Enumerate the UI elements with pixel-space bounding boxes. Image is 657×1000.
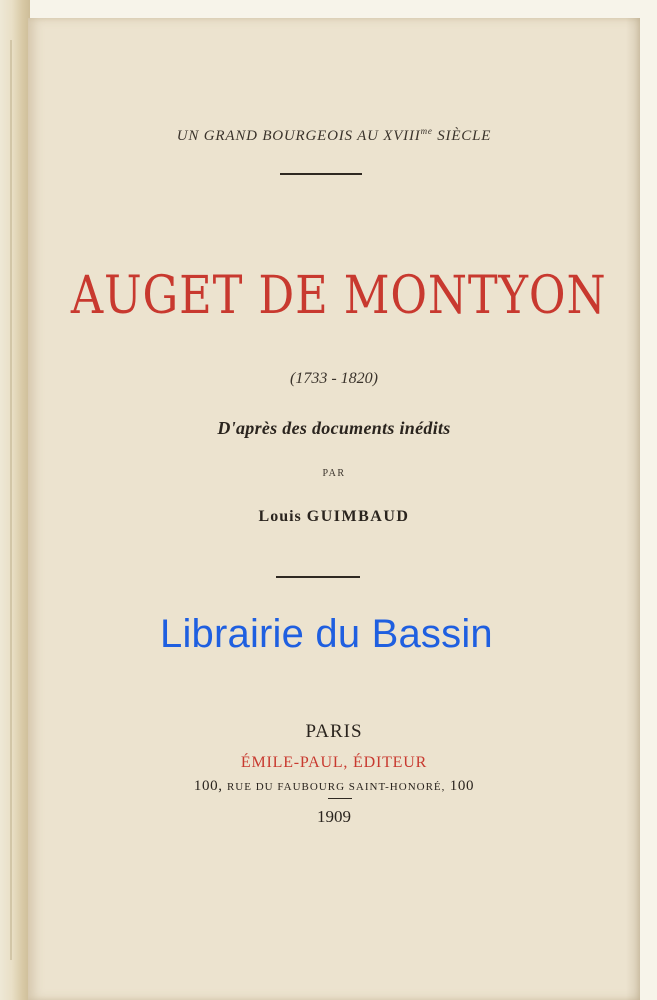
publisher-name: ÉMILE-PAUL, ÉDITEUR xyxy=(240,754,428,771)
ornamental-rule-small xyxy=(328,798,352,799)
by-label: PAR xyxy=(322,468,346,479)
book-title: AUGET DE MONTYON xyxy=(70,266,607,326)
publisher-address: 100, RUE DU FAUBOURG SAINT-HONORÉ, 100 xyxy=(193,778,475,794)
publication-year: 1909 xyxy=(317,807,351,826)
life-dates: (1733 - 1820) xyxy=(290,370,378,387)
book-title-page xyxy=(28,18,640,1000)
ornamental-rule-middle xyxy=(276,576,360,578)
publication-city: PARIS xyxy=(305,721,363,742)
book-subtitle: D'après des documents inédits xyxy=(217,418,451,438)
ornamental-rule-top xyxy=(280,173,362,175)
adjacent-page-edge xyxy=(0,0,30,1000)
author-name: Louis GUIMBAUD xyxy=(258,508,410,525)
bookseller-watermark: Librairie du Bassin xyxy=(160,612,493,656)
series-title: UN GRAND BOURGEOIS AU $XVIII^{me}$ SIÈCLE xyxy=(176,126,492,144)
